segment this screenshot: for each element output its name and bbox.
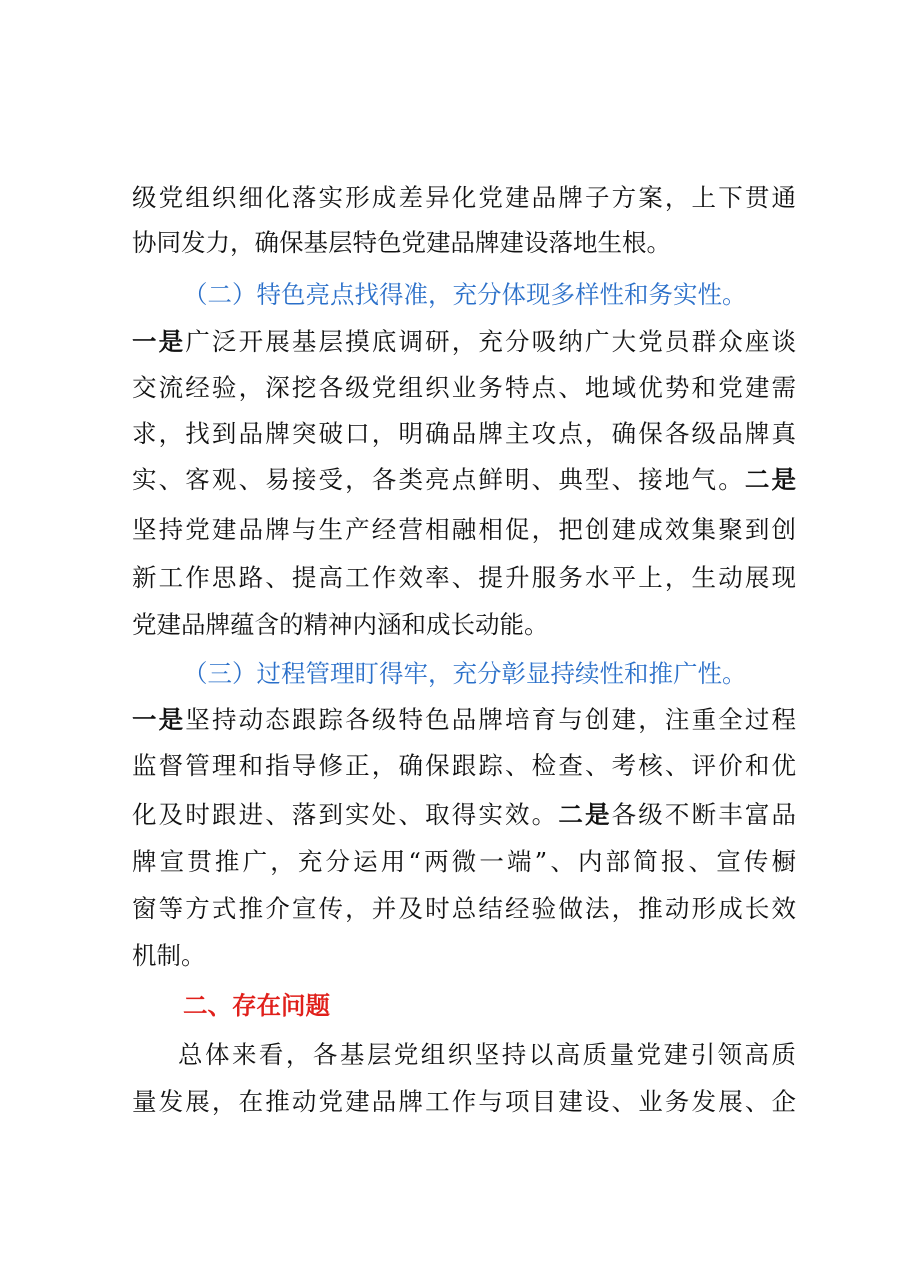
emphasis-label: 一是 xyxy=(132,705,186,734)
paragraph-line: 求，找到品牌突破口，明确品牌主攻点，确保各级品牌真 xyxy=(132,419,796,448)
part-heading-2: 二、存在问题 xyxy=(183,991,330,1020)
text-run: 化及时跟进、落到实处、取得实效。 xyxy=(132,800,559,829)
emphasis-label: 二是 xyxy=(558,800,612,829)
text-run: 广泛开展基层摸底调研，充分吸纳广大党员群众座谈 xyxy=(185,327,797,356)
paragraph-line: 窗等方式推介宣传，并及时总结经验做法，推动形成长效 xyxy=(132,894,796,923)
emphasis-label: 一是 xyxy=(132,327,186,356)
paragraph-line: 交流经验，深挖各级党组织业务特点、地域优势和党建需 xyxy=(132,373,796,402)
paragraph-line: 机制。 xyxy=(132,941,206,970)
paragraph-line: 党建品牌蕴含的精神内涵和成长动能。 xyxy=(132,610,549,639)
section-heading-2: （二）特色亮点找得准，充分体现多样性和务实性。 xyxy=(183,280,747,309)
paragraph-line: 新工作思路、提高工作效率、提升服务水平上，生动展现 xyxy=(132,563,796,592)
section-heading-3: （三）过程管理盯得牢，充分彰显持续性和推广性。 xyxy=(183,659,747,688)
text-run: 各级不断丰富品 xyxy=(611,800,797,829)
paragraph-line xyxy=(132,320,796,364)
paragraph-line: 级党组织细化落实形成差异化党建品牌子方案，上下贯通 xyxy=(132,183,796,212)
paragraph-line: 总体来看，各基层党组织坚持以高质量党建引领高质 xyxy=(178,1040,796,1069)
paragraph-line xyxy=(132,698,796,742)
paragraph-line: 监督管理和指导修正，确保跟踪、检查、考核、评价和优 xyxy=(132,751,796,780)
paragraph-line: 量发展，在推动党建品牌工作与项目建设、业务发展、企 xyxy=(132,1087,796,1116)
text-run: 坚持动态跟踪各级特色品牌培育与创建，注重全过程 xyxy=(185,705,797,734)
paragraph-line: 牌宣贯推广，充分运用“两微一端”、内部简报、宣传橱 xyxy=(132,847,796,876)
paragraph-line xyxy=(132,458,796,502)
paragraph-line xyxy=(132,793,796,837)
paragraph-line: 坚持党建品牌与生产经营相融相促，把创建成效集聚到创 xyxy=(132,515,796,544)
text-run: 实、客观、易接受，各类亮点鲜明、典型、接地气。 xyxy=(132,465,745,494)
paragraph-line: 协同发力，确保基层特色党建品牌建设落地生根。 xyxy=(132,228,671,257)
emphasis-label: 二是 xyxy=(744,465,797,494)
